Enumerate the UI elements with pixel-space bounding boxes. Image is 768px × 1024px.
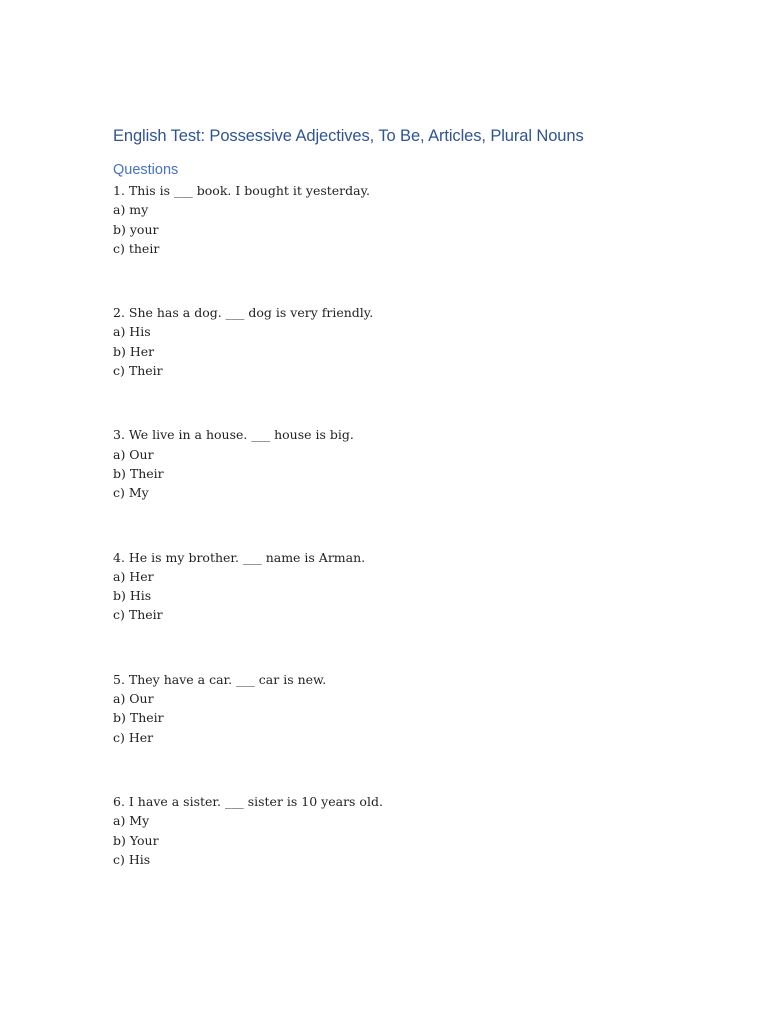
section-heading-questions: Questions [113, 162, 179, 178]
question-stem: 1. This is ___ book. I bought it yesterday. [113, 183, 370, 198]
option-c: c) His [113, 851, 151, 867]
option-a: a) Her [113, 568, 154, 584]
question-6 [113, 792, 713, 869]
option-a: a) His [113, 324, 151, 340]
question-stem: 6. I have a sister. ___ sister is 10 years old. [113, 793, 383, 809]
question-5 [113, 670, 713, 747]
option-a: a) Our [113, 691, 154, 707]
question-2 [113, 303, 713, 380]
question-3 [113, 425, 713, 502]
option-a: a) My [113, 813, 150, 829]
option-c: c) Their [113, 607, 163, 623]
question-stem: 2. She has a dog. ___ dog is very friendly. [113, 305, 374, 321]
question-stem: 5. They have a car. ___ car is new. [113, 671, 327, 687]
option-b: b) Your [113, 832, 159, 848]
option-c: c) their [113, 240, 160, 256]
option-c: c) My [113, 485, 149, 501]
option-b: b) Their [113, 465, 164, 481]
option-b: b) Her [113, 343, 155, 359]
question-4 [113, 548, 713, 625]
option-b: b) your [113, 221, 159, 237]
option-b: b) Their [113, 710, 164, 726]
option-a: a) my [113, 202, 149, 218]
question-1 [113, 181, 713, 258]
option-a: a) Our [113, 446, 154, 462]
option-c: c) Her [113, 729, 154, 745]
question-stem: 4. He is my brother. ___ name is Arman. [113, 549, 366, 565]
document-title: English Test: Possessive Adjectives, To Be, Articles, Plural Nouns [113, 127, 584, 145]
document-page [113, 124, 713, 869]
questions-list [113, 181, 713, 869]
option-c: c) Their [113, 363, 163, 379]
question-stem: 3. We live in a house. ___ house is big. [113, 427, 354, 443]
option-b: b) His [113, 588, 152, 604]
